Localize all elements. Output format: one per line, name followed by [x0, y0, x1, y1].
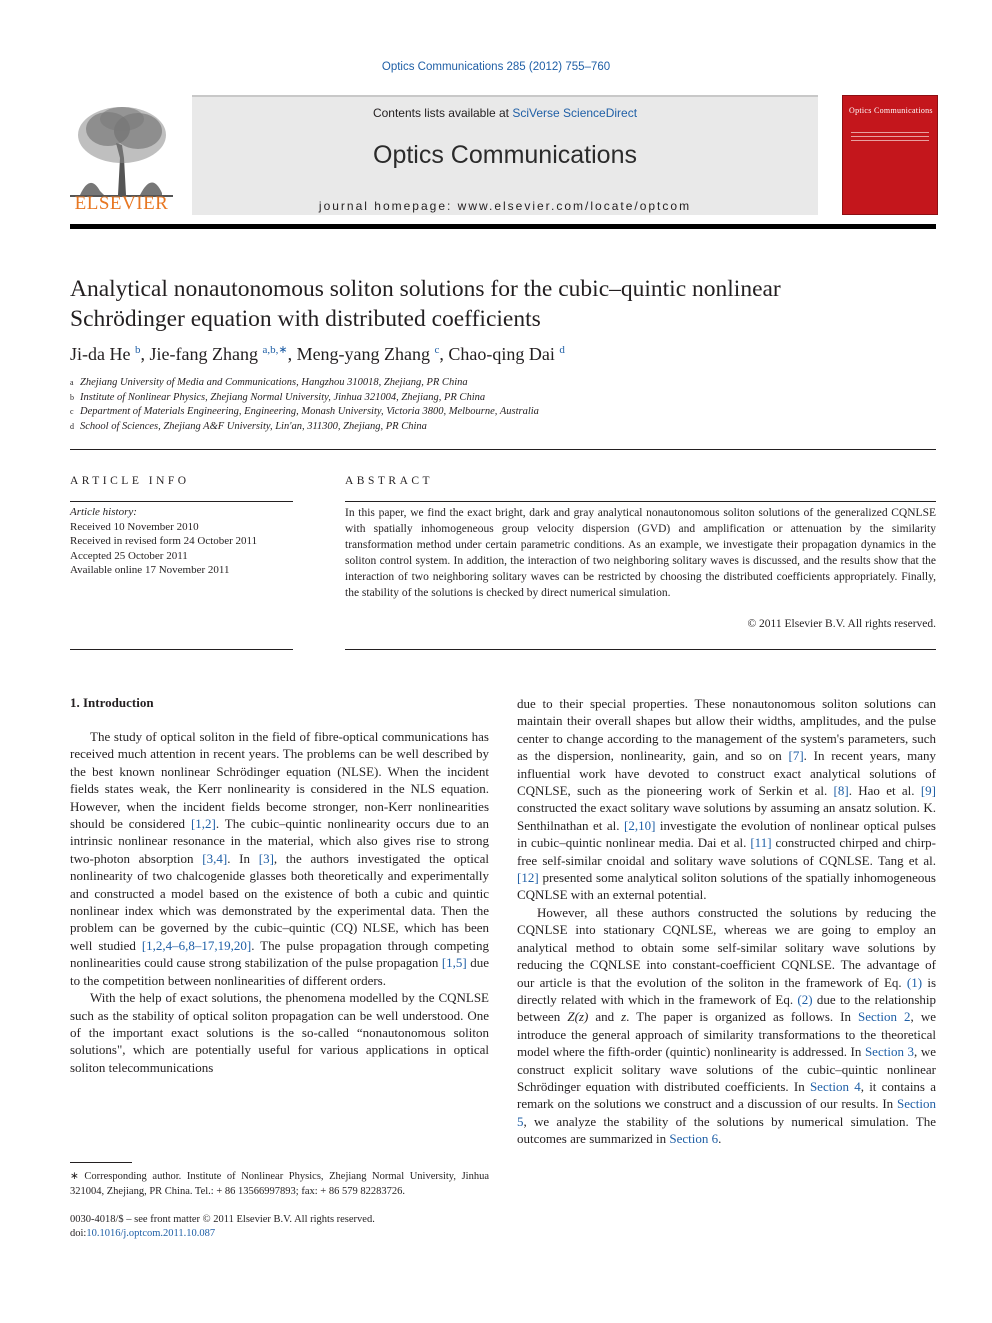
citation-link[interactable]: [1,2]: [190, 816, 216, 832]
paragraph-text: z: [621, 1009, 627, 1025]
citation-link[interactable]: [8]: [833, 783, 849, 799]
citation-link[interactable]: (1): [906, 974, 923, 990]
journal-title: Optics Communications: [373, 141, 637, 169]
paragraph-text: is directly related with which in the framework of Eq.: [517, 974, 937, 1007]
abstract-heading: ABSTRACT: [345, 475, 434, 487]
history-online: Available online 17 November 2011: [70, 564, 230, 576]
citation-link[interactable]: Section 2: [858, 1009, 911, 1025]
paragraph-text: .: [718, 1131, 722, 1147]
paragraph-text: due to their special properties. These nonautonomous soliton solutions can maintain their overall shapes but allow their widths, amplitudes, and the pulse center to change according to the management of the system's parameters, such as the dispersion, nonlinearity, gain, and so on: [517, 696, 936, 764]
divider: [345, 501, 936, 502]
abstract-text: In this paper, we find the exact bright, dark and gray analytical nonautonomous soliton solutions of the generalized CQNLSE with spatially inhomogeneous group velocity dispersion (GVD) and amplification or attenuation by the similarity transformation method under certain parametric conditions. As an example, we investigate their propagation dynamics in the soliton control system. In addition, the interaction of two neighboring solitary waves is discussed, and the results show that the interaction of two neighboring solitary waves can be restricted by choosing the distributed coefficients appropriately. Finally, the stability of the solutions is checked by direct numerical simulation.: [345, 507, 936, 599]
body-column-right: [517, 695, 936, 1148]
divider: [70, 501, 293, 502]
paragraph-text: . The pulse propagation through competing nonlinearities could cause strong stabilization of the pulse propagation: [70, 937, 489, 971]
journal-header: [70, 95, 936, 215]
article-history: [70, 505, 293, 578]
affiliation: d School of Sciences, Zhejiang A&F University, Lin'an, 311300, Zhejiang, PR China: [70, 420, 427, 432]
author-affiliation-link[interactable]: a,b,∗: [262, 344, 288, 356]
paragraph-text: constructed chirped and chirp-free self-similar cnoidal and solitary wave solutions of CQNLSE. Tang et al.: [517, 835, 936, 868]
author: Chao-qing Dai: [448, 344, 555, 364]
journal-cover-image: [842, 95, 938, 215]
contents-prefix: Contents lists available at: [372, 106, 513, 120]
title-line-2: Schrödinger equation with distributed coefficients: [70, 306, 541, 332]
corresponding-author-footnote: ∗ Corresponding author. Institute of Nonlinear Physics, Zhejiang Normal University, Jinhua 321004, Zhejiang, PR China. Tel.: + 86 13566997893; fax: + 86 579 82283726.: [70, 1171, 489, 1197]
paragraph-text: With the help of exact solutions, the phenomena modelled by the CQNLSE such as the stability of optical soliton propagation can be well understood. One of the important exact solutions is the so-called “nonautonomous soliton solutions", which are potentially useful for various applications in optical soliton telecommunications: [70, 990, 489, 1075]
copyright: © 2011 Elsevier B.V. All rights reserved.: [747, 618, 936, 630]
paragraph-text: due to the relationship between: [517, 991, 936, 1025]
citation-link[interactable]: Section 6: [669, 1131, 719, 1147]
citation-link[interactable]: Section 4: [809, 1078, 861, 1094]
paragraph-text: constructed the exact solitary wave solutions by assuming an ansatz solution. K. Senthilnathan et al.: [517, 800, 936, 833]
contents-line: [192, 106, 818, 120]
paragraph: [70, 728, 489, 989]
citation-link[interactable]: [3]: [258, 850, 274, 866]
citation-link[interactable]: [7]: [788, 748, 804, 764]
paragraph-text: presented some analytical soliton solutions of the spatially inhomogeneous CQNLSE with an external potential.: [517, 870, 936, 903]
affiliation: b Institute of Nonlinear Physics, Zhejiang Normal University, Jinhua 321004, Zhejiang, PR China: [70, 391, 486, 403]
paragraph-text: due to the competition between nonlinearities of different orders.: [70, 955, 489, 988]
author: Ji-da He: [70, 344, 131, 364]
section-heading: 1. Introduction: [70, 695, 154, 710]
journal-reference[interactable]: Optics Communications 285 (2012) 755–760: [381, 61, 611, 73]
citation-link[interactable]: [3,4]: [202, 850, 228, 866]
doi-link[interactable]: 10.1016/j.optcom.2011.10.087: [86, 1228, 216, 1239]
citation-link[interactable]: [1,2,4–6,8–17,19,20]: [141, 937, 252, 953]
citation-link[interactable]: Section 5: [517, 1096, 936, 1129]
header-rule: [70, 224, 936, 229]
journal-banner: [192, 95, 818, 215]
issn-line: [70, 1213, 489, 1241]
article-info-heading: ARTICLE INFO: [70, 475, 190, 487]
paragraph-text: investigate the evolution of nonlinear optical pulses in cubic–quintic nonlinear media. Dai et al.: [517, 817, 936, 851]
paragraph-text: . In: [227, 850, 259, 866]
paragraph-text: However, all these authors constructed the solutions by reducing the CQNLSE into stationary CQNLSE, whereas we are going to employ an analytical method to obtain some self-similar solitary wave solutions by reducing the CQNLSE into constant-coefficient CQNLSE. The advantage of our article is that the evolution of the soliton in the framework of Eq.: [517, 904, 936, 990]
history-accepted: Accepted 25 October 2011: [70, 549, 188, 562]
paragraph: [70, 989, 489, 1076]
citation-link[interactable]: [1,5]: [441, 955, 467, 971]
paragraph-text: Z(z): [567, 1009, 589, 1025]
history-revised: Received in revised form 24 October 2011: [70, 535, 258, 547]
paragraph-text: , we introduce the general approach of similarity transformations to the theoretical model where the fifth-order (quintic) nonlinearity is addressed. In: [517, 1009, 936, 1060]
cover-title: Optics Communications: [849, 106, 933, 115]
body-column-left: [70, 728, 489, 1076]
paragraph-text: . Hao et al.: [848, 783, 921, 799]
author: Meng-yang Zhang: [296, 344, 431, 364]
paragraph-text: , the authors investigated the optical nonlinearity of two chalcogenide glasses both theoretically and experimentally and constructed a model based on the existence of both a cubic and quintic nonlinear index which was demonstrated by the experimental data. Then the problem can be governed by the cubic–quintic (CQ) NLSE, which has been well studied: [70, 850, 489, 953]
paragraph-text: . The paper is organized as follows. In: [626, 1009, 859, 1025]
paragraph-text: The study of optical soliton in the field of fibre-optical communications has received much attention in recent years. The problems can be well described by the best known nonlinear Schrödinger equation (NLSE). When the incident fields states weak, the Kerr nonlinearity is considered in the NLS equation. However, when the incident fields become stronger, non-Kerr nonlinearities should be considered: [70, 729, 489, 832]
divider: [70, 449, 936, 450]
author: Jie-fang Zhang: [149, 344, 258, 364]
citation-link[interactable]: [9]: [920, 783, 937, 799]
divider: [345, 649, 936, 650]
paper-title: [70, 274, 930, 334]
author-affiliation-link[interactable]: c: [434, 344, 440, 356]
paragraph-text: , it contains a remark on the solutions we construct and a discussion of our results. In: [517, 1078, 936, 1112]
footnote-rule: [70, 1162, 132, 1163]
doi-line: doi:10.1016/j.optcom.2011.10.087: [70, 1228, 216, 1239]
paragraph-text: . The cubic–quintic nonlinearity occurs due to an intrinsic nonlinear resonance in the material, which also gives rise to strong two-photon absorption: [70, 816, 489, 866]
affiliation: a Zhejiang University of Media and Communications, Hangzhou 310018, Zhejiang, PR China: [70, 377, 468, 388]
paragraph-text: , we analyze the stability of the solutions by numerical simulation. The outcomes are summarized in: [517, 1113, 936, 1147]
citation-link[interactable]: [11]: [750, 835, 772, 851]
divider: [70, 649, 293, 650]
paragraph-text: . In recent years, many influential work have devoted to construct exact analytical solutions of CQNLSE, such as the pioneering work of Serkin et al.: [517, 748, 936, 799]
citation-link[interactable]: Section 3: [864, 1044, 915, 1060]
author-list: Ji-da He $^b$, Jie-fang Zhang $^{a,b,∗}$, Meng-yang Zhang $^c$, Chao-qing Dai $^d$: [70, 344, 565, 364]
paragraph-text: , we construct explicit solitary wave solutions of the cubic–quintic nonlinear Schrödinger equation with distributed coefficients. In: [517, 1044, 936, 1094]
paragraph: [517, 695, 936, 904]
citation-link[interactable]: (2): [797, 991, 813, 1007]
citation-link[interactable]: [2,10]: [624, 817, 656, 833]
sciencedirect-link[interactable]: SciVerse ScienceDirect: [512, 106, 638, 120]
elsevier-wordmark: ELSEVIER: [74, 193, 169, 214]
paragraph-text: and: [588, 1009, 622, 1025]
title-line-1: Analytical nonautonomous soliton solutions for the cubic–quintic nonlinear: [70, 276, 781, 302]
citation-link[interactable]: [12]: [517, 870, 539, 886]
history-received: Received 10 November 2010: [70, 520, 199, 533]
issn-text: 0030-4018/$ – see front matter © 2011 Elsevier B.V. All rights reserved.: [70, 1214, 375, 1225]
author-affiliation-link[interactable]: d: [559, 344, 565, 356]
journal-homepage[interactable]: journal homepage: www.elsevier.com/locate/optcom: [318, 199, 692, 213]
affiliation: c Department of Materials Engineering, Engineering, Monash University, Victoria 3800, Melbourne, Australia: [70, 406, 539, 417]
history-label: Article history:: [70, 506, 137, 518]
affiliations: [70, 376, 930, 434]
author-affiliation-link[interactable]: b: [134, 344, 141, 356]
paragraph: [517, 904, 936, 1148]
